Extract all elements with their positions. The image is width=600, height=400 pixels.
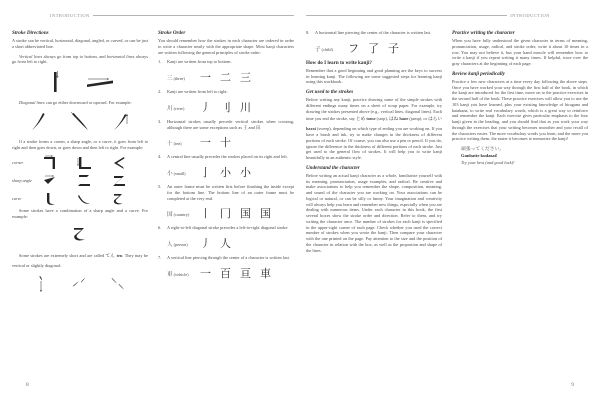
term-vertical-lines: Vertical lines [19, 53, 43, 59]
running-header-label: INTRODUCTION [50, 13, 90, 18]
paragraph-diagonal-rest: can go either downward or upward. For example: [44, 100, 132, 105]
horizontal-stroke-figure [84, 69, 118, 95]
example-glyph: 冂 [220, 207, 231, 221]
example-glyph: 子 [388, 41, 399, 55]
paragraph-ten-a: Some strokes are extremely short and are called [19, 252, 106, 258]
rule-number: 8. [306, 30, 310, 35]
corner-figure-1 [42, 155, 59, 171]
paragraph-angle-curve-combination: Some strokes have a combination of a sharp angle and a curve. For example: [12, 208, 148, 219]
term-tome-romaji: tome [366, 116, 376, 122]
rule-item [158, 89, 294, 95]
example-vehicle [158, 264, 294, 280]
rule-item [158, 255, 294, 261]
example-glyph: 国 [260, 207, 271, 221]
stroke-order-rules-list [158, 225, 294, 231]
example-glyph: 十 [220, 136, 231, 150]
column-stroke-order [158, 30, 294, 400]
stroke-order-rules-list [158, 255, 294, 261]
rule-number: 3. [158, 118, 162, 124]
diagonal-downward-right-figure [67, 110, 93, 134]
rule-number: 7. [158, 255, 162, 260]
example-gloss: (child) [321, 46, 333, 52]
example-three [158, 68, 294, 84]
example-label [167, 74, 193, 84]
curve-figure-3 [110, 191, 127, 207]
sharp-angle-figure-3 [110, 173, 127, 189]
header-rule [93, 15, 294, 16]
example-glyph: 川 [240, 100, 251, 114]
term-diagonal-lines: Diagonal lines [19, 100, 45, 105]
figure-row-curve [12, 190, 148, 207]
term-harai-romaji: harai [306, 126, 316, 132]
running-header-right [306, 10, 588, 21]
paragraph-vertical-horizontal [12, 54, 148, 66]
vertical-stroke-figure [42, 69, 68, 95]
heading-practice-writing: Practice writing the character [452, 30, 515, 36]
paragraph-stroke-types: A stroke can be vertical, horizontal, diagonal, angled, or curved, or can be just a short abbreviated line. [12, 38, 148, 49]
example-gloss: (person) [173, 242, 188, 247]
page-right [300, 10, 594, 400]
figure-ten-strokes [12, 273, 148, 295]
example-label [167, 104, 193, 114]
rule-number: 4. [158, 154, 162, 160]
heading-review-kanji: Review kanji periodically [452, 70, 505, 77]
rule-text: A horizontal line piercing the center of the character is written last. [315, 30, 432, 35]
heading-understand-character: Understand the character [306, 164, 360, 171]
example-kanji: 小 [167, 171, 173, 177]
paragraph-strokes-e: (jump), or [408, 116, 429, 122]
example-glyph: 人 [220, 237, 231, 250]
rule-item [158, 154, 294, 160]
label-sharp-angle: sharp angle [12, 178, 32, 184]
rule-item [158, 184, 294, 201]
heading-stroke-directions: Stroke Directions [12, 30, 49, 36]
term-hane-japanese: はね [388, 117, 399, 123]
combination-stroke-figure [69, 225, 91, 245]
example-gloss: (three) [173, 76, 185, 81]
corner-figure-2 [76, 155, 93, 171]
rule-number: 2. [158, 89, 162, 94]
term-harai-japanese: はらい [428, 117, 442, 123]
ten-diagonal-pair-figure [69, 273, 91, 295]
heading-how-do-i-learn: How do I learn to write kanji? [306, 59, 372, 66]
paragraph-understand-character: Before writing an actual kanji character as a whole, familiarize yourself with its meaning, pronunciation, usage examples, and radical. Be creative and make associations to help you remember the shape, composition, meaning, and sound of the character you are working on. Your associations can be logical or natural, or can be silly or funny. Your imagination and creativity will always help you learn and remember new things, especially when you are dealing with numerous items. Under each character in this book, the first several boxes show the stroke order and direction. Refer to them, and try writing the character once. The number of strokes for each kanji is specified in the upper-right corner of each page. Check whether you used the correct number of strokes when you wrote the kanji. Then compare your character with the one printed on the page. Pay attention to the size and the position of the character in relation with the box, as well as the proportion and shape of the lines. [306, 172, 442, 253]
paragraph-strokes-c: (stop), [375, 116, 389, 122]
diagonal-upward-figure [109, 110, 133, 134]
example-glyph: 小 [240, 166, 251, 179]
sharp-angle-figure-2 [76, 173, 93, 189]
example-gloss: (country) [173, 212, 190, 218]
curve-figures [42, 191, 127, 207]
rule-text: A right-to-left diagonal stroke precedes a left-to-right diagonal stroke. [167, 225, 289, 231]
example-glyph: 国 [240, 207, 251, 221]
paragraph-ten-c: . They may be vertical or slightly diagonal: [12, 252, 148, 268]
rule-item [306, 30, 442, 36]
example-label [315, 45, 341, 55]
example-glyph: 二 [220, 71, 231, 84]
example-glyph-sequence [200, 72, 251, 84]
example-kanji: 十 [167, 141, 173, 148]
rule-number: 1. [158, 59, 162, 65]
rule-text: A vertical line piercing through the center of a character is written last. [167, 255, 290, 260]
example-person [158, 234, 294, 250]
example-glyph-sequence [200, 208, 271, 220]
rule-text: An outer frame must be written first before finishing the inside except for the bottom line. The bottom line of an outer frame must be completed at the very end. [167, 184, 294, 201]
label-curve: curve [12, 196, 22, 202]
page-number-right: 9 [571, 382, 574, 388]
stroke-order-rules-list [158, 184, 294, 201]
sharp-angle-figure-1 [42, 173, 59, 189]
example-label [167, 139, 193, 149]
column-practice-review [452, 30, 588, 400]
paragraph-practice-writing: When you have fully understood the given character in terms of meaning, pronunciation, usage, radical, and stroke order, write it about 10 times in a row. You may not believe it, but your hand muscle will remember how to write a kanji if you repeat writing it many times. If helpful, trace over the gray characters at the beginning of each page. [452, 38, 588, 66]
stroke-order-rules-list [158, 119, 294, 131]
rule-text: Horizontal strokes usually precede vertical strokes when crossing, although there are some exceptions such as 王 and 田. [167, 118, 294, 130]
example-glyph: 三 [240, 71, 251, 84]
example-child [306, 39, 442, 55]
page-right-columns [306, 30, 588, 400]
header-rule [306, 15, 507, 16]
term-hane-romaji: hane [399, 116, 409, 122]
example-kanji: 三 [167, 76, 173, 82]
stroke-order-rules-list [158, 89, 294, 95]
example-kanji: 人 [167, 242, 173, 248]
example-kanji: 国 [167, 212, 173, 219]
sharp-angle-figures [42, 173, 127, 189]
example-gloss: (small) [173, 171, 186, 176]
label-corner: corner [12, 160, 24, 166]
example-glyph-sequence [200, 137, 231, 149]
example-river [158, 98, 294, 114]
term-tome-japanese: とめ [355, 117, 366, 123]
example-gloss: (ten) [173, 141, 182, 147]
example-glyph: 了 [368, 41, 379, 55]
example-glyph: 百 [220, 266, 231, 280]
signoff-japanese: 頑張ってください。 [461, 147, 505, 152]
stroke-order-rules-list [306, 30, 442, 36]
paragraph-corner-angle-curve: If a stroke forms a corner, a sharp angle, or a curve, it goes from left to right and then goes down, or goes down and then left to right. For example: [12, 138, 148, 150]
signoff-block [452, 146, 588, 166]
example-glyph: 丿 [200, 100, 211, 114]
figure-row-sharp-angle [12, 172, 148, 189]
example-glyph-sequence [200, 102, 251, 114]
example-glyph-sequence [200, 238, 231, 250]
rule-text: A central line usually precedes the strokes placed on its right and left. [167, 154, 288, 160]
page-left-columns [12, 30, 294, 400]
example-gloss: (vehicle) [173, 271, 189, 277]
curve-figure-1 [42, 191, 59, 207]
example-label [167, 210, 193, 220]
example-glyph-sequence [200, 268, 271, 280]
stroke-order-rules-list [158, 154, 294, 160]
paragraph-learning-intro: Remember that a good beginning and good planning are the keys to success in learning kanji. The following are some suggested steps for learning kanji using this workbook. [306, 67, 442, 85]
paragraph-strokes-a: Before writing any kanji, practice drawing some of the simple strokes with different endings many times on a sheet of scrap paper. For example, try drawing the strokes presented above (e.g., vertical lines, diagonal lines). Each time you end the stroke, say [306, 97, 442, 122]
paragraph-practice-strokes [306, 97, 442, 161]
paragraph-vertical-suffix: always go from left to right. [12, 53, 148, 65]
term-ten-romaji: ten [116, 252, 123, 258]
stroke-order-rules-list [158, 59, 294, 65]
example-label [167, 240, 193, 250]
example-kanji: 川 [167, 105, 173, 112]
paragraph-strokes-g: (sweep), depending on which type of ending you are working on. If you have a brush and ink, try to make changes in the thickness of different portions of each stroke. Of course, you can also use a pen or pencil. If you do, ignore the difference in the thickness of different portions of each stroke. Just get used to the general flow of strokes. It will help you to write kanji beautifully in an authentic style. [306, 126, 442, 160]
diagonal-downward-left-figure [27, 110, 51, 134]
example-glyph: 刂 [220, 100, 231, 114]
example-label [167, 270, 193, 280]
example-glyph: 車 [260, 266, 271, 280]
example-kanji: 車 [167, 271, 173, 278]
example-glyph: 一 [200, 71, 211, 84]
curve-figure-2 [76, 191, 93, 207]
term-ten-japanese: てん [105, 253, 116, 259]
term-horizontal-lines: horizontal lines [107, 53, 135, 59]
page-number-left: 8 [26, 382, 29, 388]
example-country [158, 204, 294, 220]
example-glyph: 亅 [200, 166, 211, 179]
example-glyph: 一 [200, 136, 211, 150]
heading-stroke-order: Stroke Order [158, 30, 186, 36]
rule-text: Kanji are written from top to bottom. [167, 59, 232, 65]
rule-item [158, 119, 294, 131]
example-glyph: 亘 [240, 266, 251, 280]
rule-number: 6. [158, 225, 162, 231]
paragraph-stroke-order-intro: You should remember how the strokes in each character are ordered in order to write a character neatly with the appropriate shape. Most kanji characters are written following the general principles of stroke order: [158, 38, 294, 55]
figure-diagonal-strokes [12, 110, 148, 134]
page-left [6, 10, 300, 400]
corner-figures [42, 155, 127, 171]
signoff-romaji: Ganbatte kudasai! [461, 153, 498, 158]
rule-text: Kanji are written from left to right. [167, 89, 228, 94]
figure-row-corner [12, 154, 148, 171]
example-kanji: 子 [315, 46, 321, 53]
example-glyph: 一 [200, 266, 211, 280]
column-stroke-directions [12, 30, 148, 400]
paragraph-diagonal-lines [12, 100, 148, 106]
example-small [158, 163, 294, 179]
ten-diagonal-down-figure [107, 273, 129, 295]
corner-figure-3 [110, 155, 127, 171]
paragraph-review-kanji: Practice a few new characters at a time every day following the above steps. Once you have worked your way through the first half of the book, in which the kanji are introduced for the first time, move on to the practice exercises in the second half of the book. These practice exercises will allow you to use the 103 kanji you have learned, plus your existing knowledge of hiragana and katakana, to write real vocabulary words, which is a great way to reinforce and remember the kanji. Each exercise gives particular emphasis to the four kanji given in the heading, and you should find that as you work your way through the exercises that your writing becomes smoother and your recall of the characters easier. The more vocabulary words you learn, and the more you practice writing them, the easier it becomes to memorize the kanji! [452, 78, 588, 142]
paragraph-ten-strokes [12, 251, 148, 269]
example-glyph: 小 [220, 166, 231, 179]
figure-vertical-horizontal-strokes [12, 69, 148, 95]
example-glyph: フ [348, 41, 359, 55]
example-label [167, 169, 193, 179]
paragraph-vertical-mid: always go from top to bottom, and [42, 53, 107, 59]
rule-number: 5. [158, 184, 162, 189]
signoff-translation: Try your best (and good luck)! [461, 159, 515, 165]
example-glyph-sequence [200, 167, 251, 179]
ten-vertical-figure [31, 273, 53, 295]
rule-item [158, 225, 294, 231]
example-glyph: 丿 [200, 237, 211, 250]
running-header-label: INTRODUCTION [510, 13, 550, 18]
example-glyph: 丨 [200, 207, 211, 221]
rule-item [158, 59, 294, 65]
figure-combination-stroke [12, 224, 148, 246]
running-header-left [12, 10, 294, 21]
example-ten [158, 133, 294, 149]
heading-get-used-to-strokes: Get used to the strokes [306, 89, 354, 95]
column-learn-kanji [306, 30, 442, 400]
example-glyph-sequence [348, 43, 399, 55]
example-gloss: (river) [173, 105, 185, 111]
